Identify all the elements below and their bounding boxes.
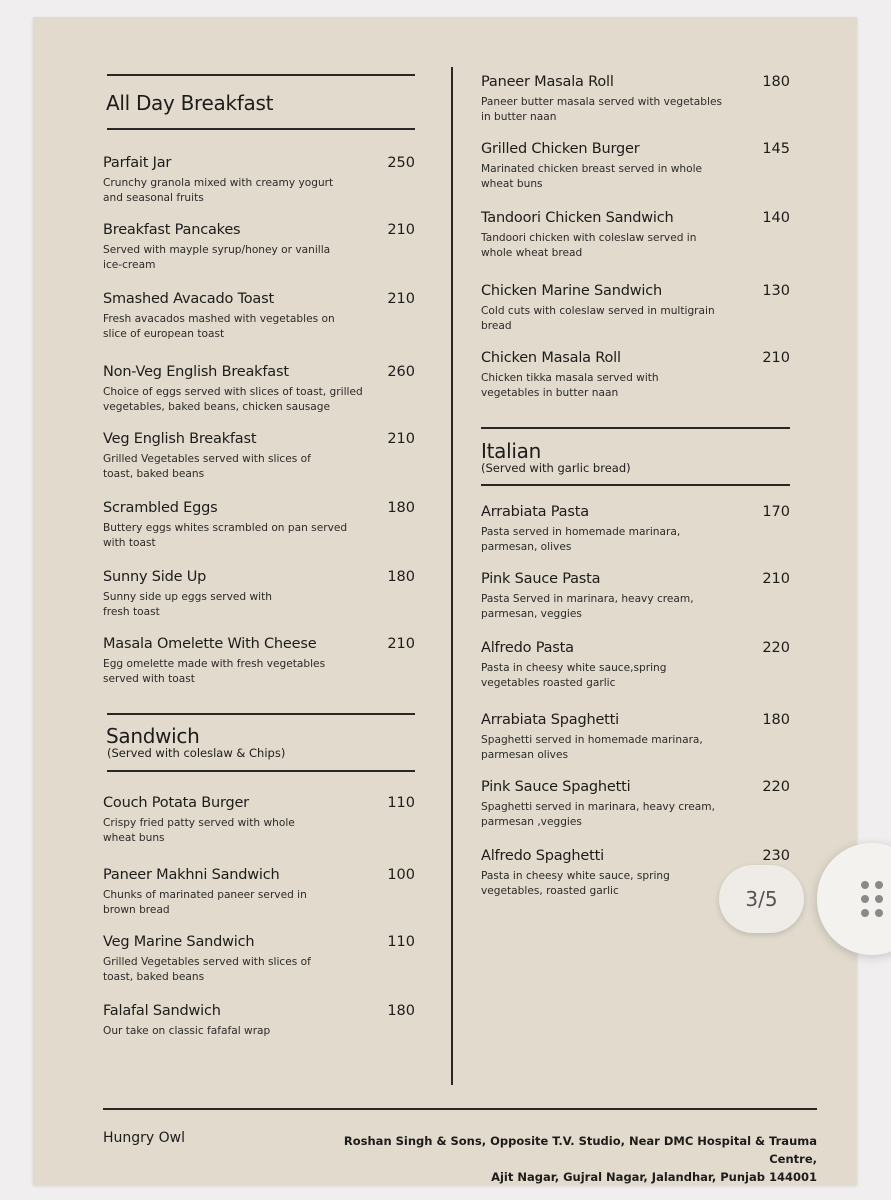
item-description: Chicken tikka masala served with vegetables in butter naan	[481, 372, 659, 399]
menu-item	[103, 635, 415, 687]
address	[297, 1132, 817, 1186]
menu-item	[481, 711, 790, 763]
item-name: Masala Omelette With Cheese	[103, 636, 317, 652]
menu-item	[481, 349, 790, 401]
item-name: Alfredo Pasta	[481, 640, 574, 656]
item-description: Buttery eggs whites scrambled on pan served with toast	[103, 522, 348, 549]
item-name: Paneer Masala Roll	[481, 74, 614, 90]
menu-item	[103, 221, 415, 273]
menu-item	[103, 794, 415, 846]
address-line-1: Roshan Singh & Sons, Opposite T.V. Studio, Near DMC Hospital & Trauma Centre,	[343, 1134, 817, 1166]
item-price: 140	[762, 210, 790, 226]
item-description: Choice of eggs served with slices of toast, grilled vegetables, baked beans, chicken sausage	[103, 386, 363, 413]
item-price: 220	[762, 779, 790, 795]
item-name: Parfait Jar	[103, 155, 172, 171]
left-column	[103, 74, 415, 1054]
italian-subtitle: (Served with garlic bread)	[481, 461, 631, 475]
breakfast-bottom-rule	[107, 128, 415, 130]
item-description: Grilled Vegetables served with slices of toast, baked beans	[103, 956, 311, 983]
menu-item	[103, 933, 415, 985]
menu-item	[103, 866, 415, 918]
item-name: Pink Sauce Pasta	[481, 571, 601, 587]
page-indicator-button[interactable]: 3/5	[719, 865, 804, 933]
item-name: Grilled Chicken Burger	[481, 141, 640, 157]
sandwich-title: Sandwich	[106, 724, 200, 748]
item-name: Couch Potata Burger	[103, 795, 249, 811]
item-name: Alfredo Spaghetti	[481, 848, 604, 864]
menu-item	[481, 282, 790, 334]
item-name: Chicken Marine Sandwich	[481, 283, 662, 299]
item-name: Non-Veg English Breakfast	[103, 364, 289, 380]
menu-item	[103, 430, 415, 482]
item-description: Spaghetti served in marinara, heavy cream, parmesan ,veggies	[481, 801, 715, 828]
menu-item	[481, 209, 790, 261]
item-description: Chunks of marinated paneer served in brown bread	[103, 889, 307, 916]
item-name: Breakfast Pancakes	[103, 222, 241, 238]
footer-rule	[103, 1108, 817, 1110]
right-column	[481, 70, 790, 910]
sandwich-top-rule	[107, 713, 415, 715]
item-description: Cold cuts with coleslaw served in multigrain bread	[481, 305, 715, 332]
menu-item	[103, 499, 415, 551]
italian-top-rule	[481, 427, 790, 429]
menu-item	[481, 503, 790, 555]
item-name: Tandoori Chicken Sandwich	[481, 210, 674, 226]
item-price: 260	[387, 364, 415, 380]
item-name: Scrambled Eggs	[103, 500, 218, 516]
item-name: Paneer Makhni Sandwich	[103, 867, 280, 883]
item-price: 250	[387, 155, 415, 171]
item-price: 210	[387, 291, 415, 307]
grid-dots-icon	[861, 881, 885, 917]
item-description: Marinated chicken breast served in whole wheat buns	[481, 163, 703, 190]
item-description: Pasta in cheesy white sauce,spring vegetables roasted garlic	[481, 662, 667, 689]
item-price: 210	[387, 636, 415, 652]
breakfast-top-rule	[107, 74, 415, 76]
menu-item	[481, 639, 790, 691]
item-price: 100	[387, 867, 415, 883]
sandwich-bottom-rule	[107, 770, 415, 772]
item-description: Pasta Served in marinara, heavy cream, parmesan, veggies	[481, 593, 694, 620]
item-name: Veg Marine Sandwich	[103, 934, 255, 950]
menu-item	[103, 154, 415, 206]
breakfast-title: All Day Breakfast	[106, 91, 274, 115]
item-price: 170	[762, 504, 790, 520]
item-price: 145	[762, 141, 790, 157]
sandwich-subtitle: (Served with coleslaw & Chips)	[107, 746, 286, 760]
item-price: 180	[762, 74, 790, 90]
menu-item	[103, 1002, 415, 1039]
item-description: Egg omelette made with fresh vegetables served with toast	[103, 658, 326, 685]
item-description: Our take on classic fafafal wrap	[103, 1025, 271, 1037]
item-price: 210	[762, 571, 790, 587]
item-name: Smashed Avacado Toast	[103, 291, 274, 307]
item-description: Served with mayple syrup/honey or vanilla ice-cream	[103, 244, 331, 271]
menu-item	[481, 778, 790, 830]
menu-item	[103, 363, 415, 415]
item-description: Crispy fried patty served with whole wheat buns	[103, 817, 295, 844]
menu-item	[481, 73, 790, 125]
item-price: 110	[387, 934, 415, 950]
item-description: Crunchy granola mixed with creamy yogurt and seasonal fruits	[103, 177, 334, 204]
column-divider	[451, 67, 453, 1085]
menu-item	[103, 568, 415, 620]
item-price: 130	[762, 283, 790, 299]
item-description: Grilled Vegetables served with slices of toast, baked beans	[103, 453, 311, 480]
item-price: 180	[387, 1003, 415, 1019]
item-price: 180	[387, 500, 415, 516]
item-name: Veg English Breakfast	[103, 431, 257, 447]
menu-item	[481, 140, 790, 192]
item-name: Sunny Side Up	[103, 569, 207, 585]
italian-title: Italian	[481, 439, 541, 463]
item-price: 230	[762, 848, 790, 864]
item-description: Spaghetti served in homemade marinara, parmesan olives	[481, 734, 703, 761]
item-description: Paneer butter masala served with vegetables in butter naan	[481, 96, 722, 123]
item-price: 210	[387, 222, 415, 238]
item-description: Pasta in cheesy white sauce, spring vegetables, roasted garlic	[481, 870, 670, 897]
item-price: 110	[387, 795, 415, 811]
menu-item	[103, 290, 415, 342]
item-price: 180	[387, 569, 415, 585]
address-line-2: Ajit Nagar, Gujral Nagar, Jalandhar, Punjab 144001	[491, 1170, 817, 1184]
italian-bottom-rule	[481, 484, 790, 486]
item-price: 210	[762, 350, 790, 366]
item-description: Pasta served in homemade marinara, parmesan, olives	[481, 526, 681, 553]
brand-name: Hungry Owl	[103, 1130, 186, 1146]
item-price: 210	[387, 431, 415, 447]
item-name: Falafal Sandwich	[103, 1003, 221, 1019]
item-name: Chicken Masala Roll	[481, 350, 621, 366]
item-name: Arrabiata Pasta	[481, 504, 589, 520]
item-description: Fresh avacados mashed with vegetables on slice of european toast	[103, 313, 335, 340]
item-description: Tandoori chicken with coleslaw served in whole wheat bread	[481, 232, 697, 259]
item-price: 180	[762, 712, 790, 728]
item-name: Arrabiata Spaghetti	[481, 712, 619, 728]
menu-item	[481, 570, 790, 622]
item-name: Pink Sauce Spaghetti	[481, 779, 631, 795]
item-description: Sunny side up eggs served with fresh toast	[103, 591, 272, 618]
item-price: 220	[762, 640, 790, 656]
